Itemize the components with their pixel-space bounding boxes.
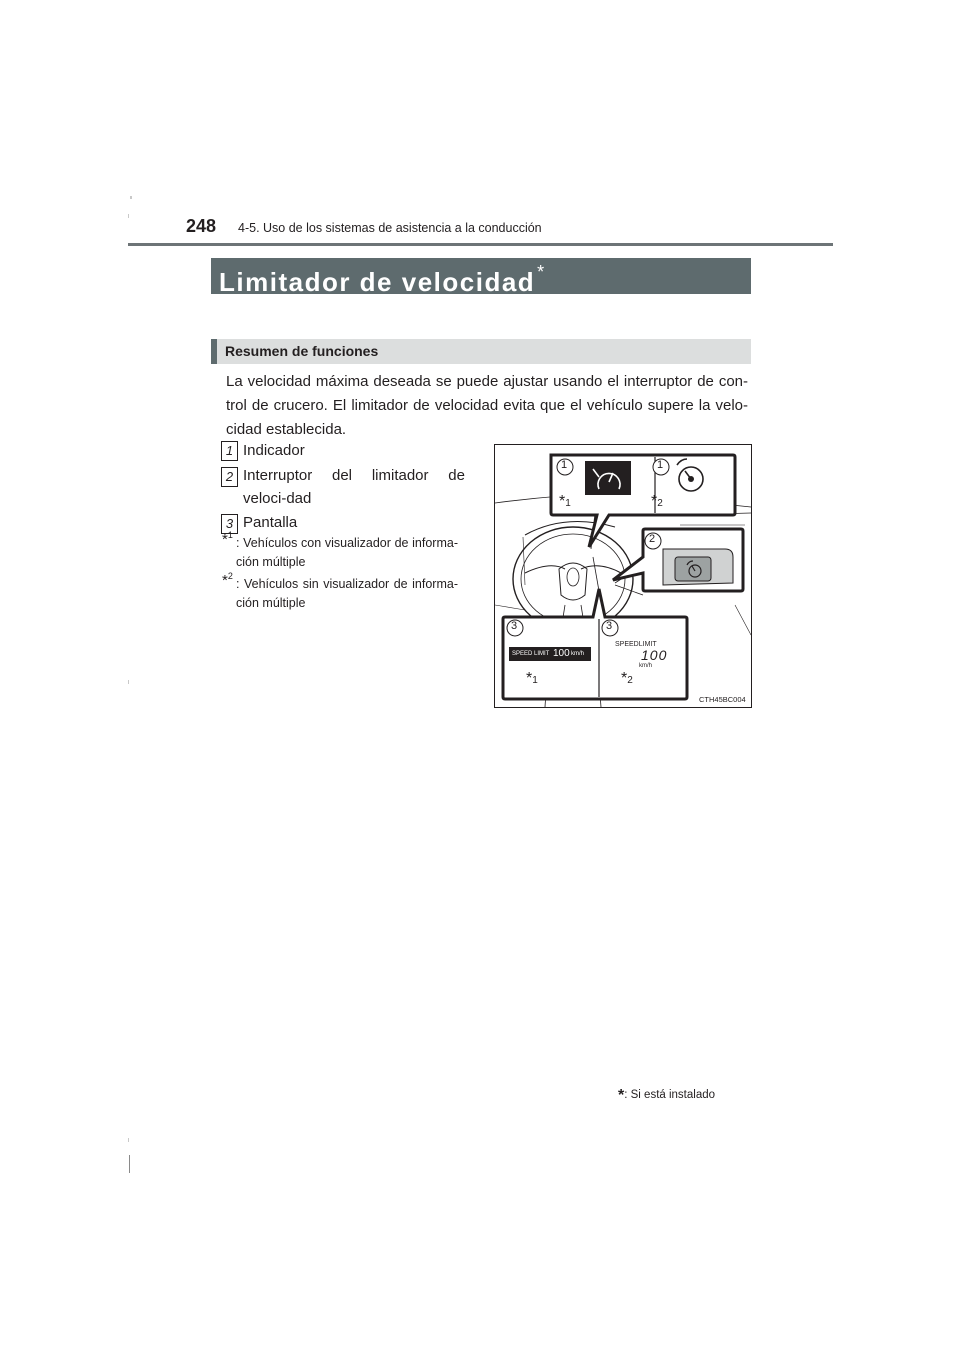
star-index: 1 <box>565 498 571 509</box>
display-right-label: SPEEDLIMIT <box>615 641 657 648</box>
section-title-text: Limitador de velocidad <box>219 267 536 297</box>
header-rule <box>128 243 833 246</box>
footnote-star: * <box>222 572 228 589</box>
footnote-mark-1 <box>222 530 233 548</box>
dashboard-illustration-svg <box>495 445 751 707</box>
item-label-interruptor: Interruptor del limitador de veloci-dad <box>243 467 465 507</box>
display-left-unit: km/h <box>571 651 585 657</box>
item-label-pantalla: Pantalla <box>243 514 298 531</box>
footnote-index: 1 <box>227 530 233 540</box>
star-glyph: * <box>559 493 566 510</box>
installed-note <box>618 1087 715 1105</box>
display-left-value: 100 <box>553 648 570 659</box>
item-label-indicador: Indicador <box>243 442 305 459</box>
callout-display-star-left <box>526 670 538 688</box>
subsection-accent <box>211 339 217 364</box>
figure-code: CTH45BC004 <box>699 695 746 704</box>
display-right-unit: km/h <box>639 663 653 669</box>
installed-note-text: : Si está instalado <box>624 1089 716 1101</box>
dashboard-illustration <box>494 444 752 708</box>
margin-mark <box>128 214 129 218</box>
margin-mark <box>128 1138 129 1142</box>
callout-display-num-left: 3 <box>511 620 518 632</box>
footnote-mark-2 <box>222 571 233 589</box>
installed-note-star: * <box>618 1087 625 1104</box>
section-title-asterisk: * <box>537 262 545 282</box>
footnote-index: 2 <box>227 571 233 581</box>
margin-mark <box>128 680 129 684</box>
callout-top-star-right <box>651 493 663 511</box>
callout-switch-num: 2 <box>649 533 656 545</box>
star-glyph: * <box>651 493 658 510</box>
margin-line <box>129 1155 130 1173</box>
section-path: 4-5. Uso de los sistemas de asistencia a la conducción <box>238 221 542 235</box>
footnote-star: * <box>222 531 228 548</box>
page-number: 248 <box>186 216 217 236</box>
intro-paragraph: La velocidad máxima deseada se puede ajustar usando el interruptor de con-trol de crucero. El limitador de velocidad evita que el vehículo supere la velo-cidad establecida. <box>226 373 748 438</box>
subsection-title: Resumen de funciones <box>225 343 379 359</box>
item-number-2: 2 <box>221 467 238 487</box>
item-number-3: 3 <box>221 514 238 534</box>
callout-display-num-right: 3 <box>606 620 613 632</box>
footnote-text-2: : Vehículos sin visualizador de informa-ción múltiple <box>236 577 458 610</box>
display-left-label: SPEED LIMIT <box>512 651 550 657</box>
footnote-text-1: : Vehículos con visualizador de informa-ción múltiple <box>236 536 458 569</box>
callout-top-num-left: 1 <box>561 459 568 471</box>
section-title <box>219 262 544 298</box>
callout-top-num-right: 1 <box>657 459 664 471</box>
callout-display-star-right <box>621 670 633 688</box>
margin-mark <box>130 196 132 199</box>
subsection-bar <box>211 339 751 364</box>
display-right-value: 100 <box>641 647 668 663</box>
item-number-1: 1 <box>221 441 238 461</box>
star-glyph: * <box>526 670 533 687</box>
star-glyph: * <box>621 670 628 687</box>
star-index: 1 <box>532 675 538 686</box>
star-index: 2 <box>657 498 663 509</box>
star-index: 2 <box>627 675 633 686</box>
callout-top-star-left <box>559 493 571 511</box>
section-title-bar <box>211 258 751 297</box>
